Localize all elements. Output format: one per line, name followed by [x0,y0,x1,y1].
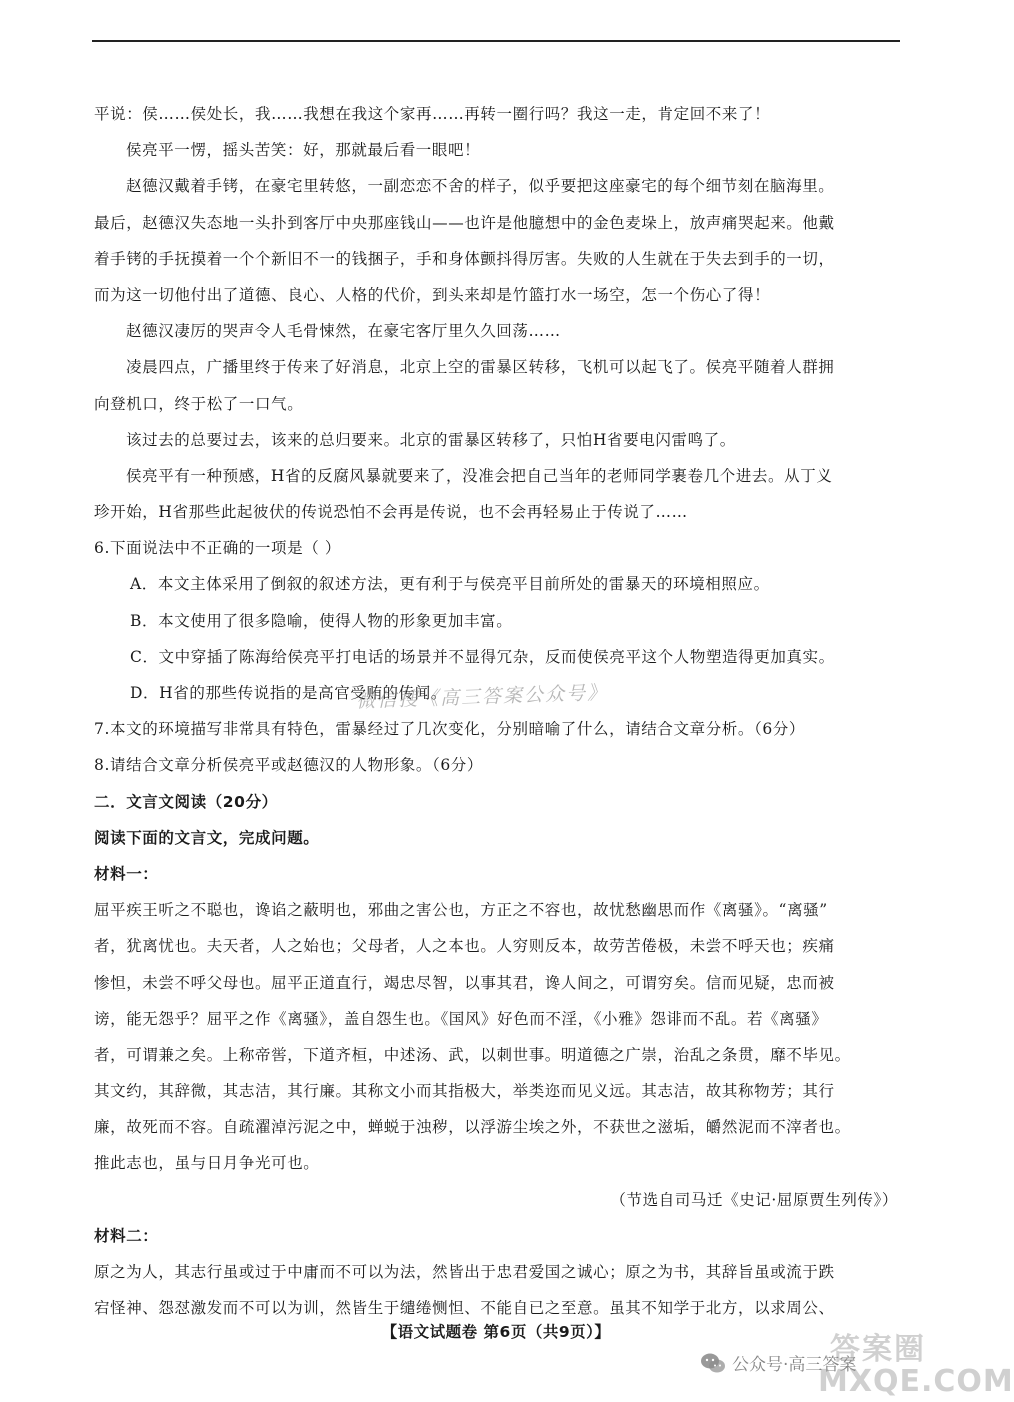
option-d: D．H省的那些传说指的是高官受贿的传闻。 [130,684,447,702]
text-line: 赵德汉凄厉的哭声令人毛骨悚然，在豪宅客厅里久久回荡…… [126,322,561,341]
material-1-label: 材料一： [94,864,159,883]
text-line: 惨怛，未尝不呼父母也。屈平正道直行，竭忠尽智，以事其君，谗人间之，可谓穷矣。信而见疑，忠而被 [94,973,835,992]
section-heading: 二．文言文阅读（20分） [94,792,278,811]
text-line: 赵德汉戴着手铐，在豪宅里转悠，一副恋恋不舍的样子，似乎要把这座豪宅的每个细节刻在脑海里。 [126,177,835,196]
text-line: 该过去的总要过去，该来的总归要来。北京的雷暴区转移了，只怕H省要电闪雷鸣了。 [126,430,736,449]
text-line: 者，可谓兼之矣。上称帝喾，下道齐桓，中述汤、武，以刺世事。明道德之广崇，治乱之条贯，靡不毕见。 [94,1045,851,1064]
text-line: 平说：侯……侯处长，我……我想在我这个家再……再转一圈行吗？我这一走，肯定回不来了！ [94,105,771,123]
text-line: 侯亮平有一种预感，H省的反腐风暴就要来了，没准会把自己当年的老师同学裹卷几个进去。从丁义 [126,466,833,485]
top-rule [92,40,900,42]
wechat-icon [700,1352,726,1374]
page-body [94,96,904,1326]
text-line: 凌晨四点，广播里终于传来了好消息，北京上空的雷暴区转移，飞机可以起飞了。侯亮平随着人群拥 [126,358,835,377]
site-logo: 答案圈 [830,1332,926,1367]
question-8: 8.请结合文章分析侯亮平或赵德汉的人物形象。（6分） [94,756,484,775]
material-2-label: 材料二： [94,1226,159,1245]
watermark-label: 公众号·高三答案 [732,1355,857,1375]
text-line: 推此志也，虽与日月争光可也。 [94,1154,320,1173]
text-line: 原之为人，其志行虽或过于中庸而不可以为法，然皆出于忠君爱国之诚心；原之为书，其辞旨虽或流于跌 [94,1263,835,1281]
question-7: 7.本文的环境描写非常具有特色，雷暴经过了几次变化，分别暗喻了什么，请结合文章分析。（6分） [94,720,806,739]
text-line: 着手铐的手抚摸着一个个新旧不一的钱捆子，手和身体颤抖得厉害。失败的人生就在于失去到手的一切， [94,249,835,268]
text-line: 而为这一切他付出了道德、良心、人格的代价，到头来却是竹篮打水一场空，怎一个伤心了得！ [94,285,771,304]
text-line: 谤，能无怨乎？屈平之作《离骚》，盖自怨生也。《国风》好色而不淫，《小雅》怨诽而不乱。若《离骚》 [94,1009,828,1028]
option-b: B．本文使用了很多隐喻，使得人物的形象更加丰富。 [130,611,513,630]
text-line: 珍开始，H省那些此起彼伏的传说恐怕不会再是传说，也不会再轻易止于传说了…… [94,503,688,522]
text-line: 侯亮平一愣，摇头苦笑：好，那就最后看一眼吧！ [126,141,481,160]
option-a: A．本文主体采用了倒叙的叙述方法，更有利于与侯亮平目前所处的雷暴天的环境相照应。 [130,575,770,594]
option-c: C．文中穿插了陈海给侯亮平打电话的场景并不显得冗杂，反而使侯亮平这个人物塑造得更加真实。 [130,647,835,666]
watermark-text: 微信搜《高三答案公众号》 [355,681,609,713]
text-line: 其文约，其辞微，其志洁，其行廉。其称文小而其指极大，举类迩而见义远。其志洁，故其称物芳；其行 [94,1082,835,1101]
text-line: 最后，赵德汉失态地一头扑到客厅中央那座钱山——也许是他臆想中的金色麦垛上，放声痛哭起来。他戴 [94,213,835,232]
text-line: 宕怪神、怨怼激发而不可以为训，然皆生于缱绻恻怛、不能自已之至意。虽其不知学于北方，以求周公、 [94,1299,835,1318]
text-line: 屈平疾王听之不聪也，谗谄之蔽明也，邪曲之害公也，方正之不容也，故忧愁幽思而作《离骚》。“离骚” [94,901,828,920]
site-url: MXQE.COM [818,1364,1014,1399]
text-line: 向登机口，终于松了一口气。 [94,394,304,413]
page-footer: 【语文试题卷 第6页（共9页）】 [381,1323,611,1341]
citation: （节选自司马迁《史记·屈原贾生列传》） [610,1190,898,1209]
text-line: 廉，故死而不容。自疏濯淖污泥之中，蝉蜕于浊秽，以浮游尘埃之外，不获世之滋垢，皭然泥而不滓者也。 [94,1118,851,1137]
question-6: 6.下面说法中不正确的一项是（ ） [94,539,341,558]
text-line: 者，犹离忧也。夫天者，人之始也；父母者，人之本也。人穷则反本，故劳苦倦极，未尝不呼天也；疾痛 [94,937,835,956]
corner-watermark [700,1324,1014,1402]
instruction: 阅读下面的文言文，完成问题。 [94,828,320,847]
